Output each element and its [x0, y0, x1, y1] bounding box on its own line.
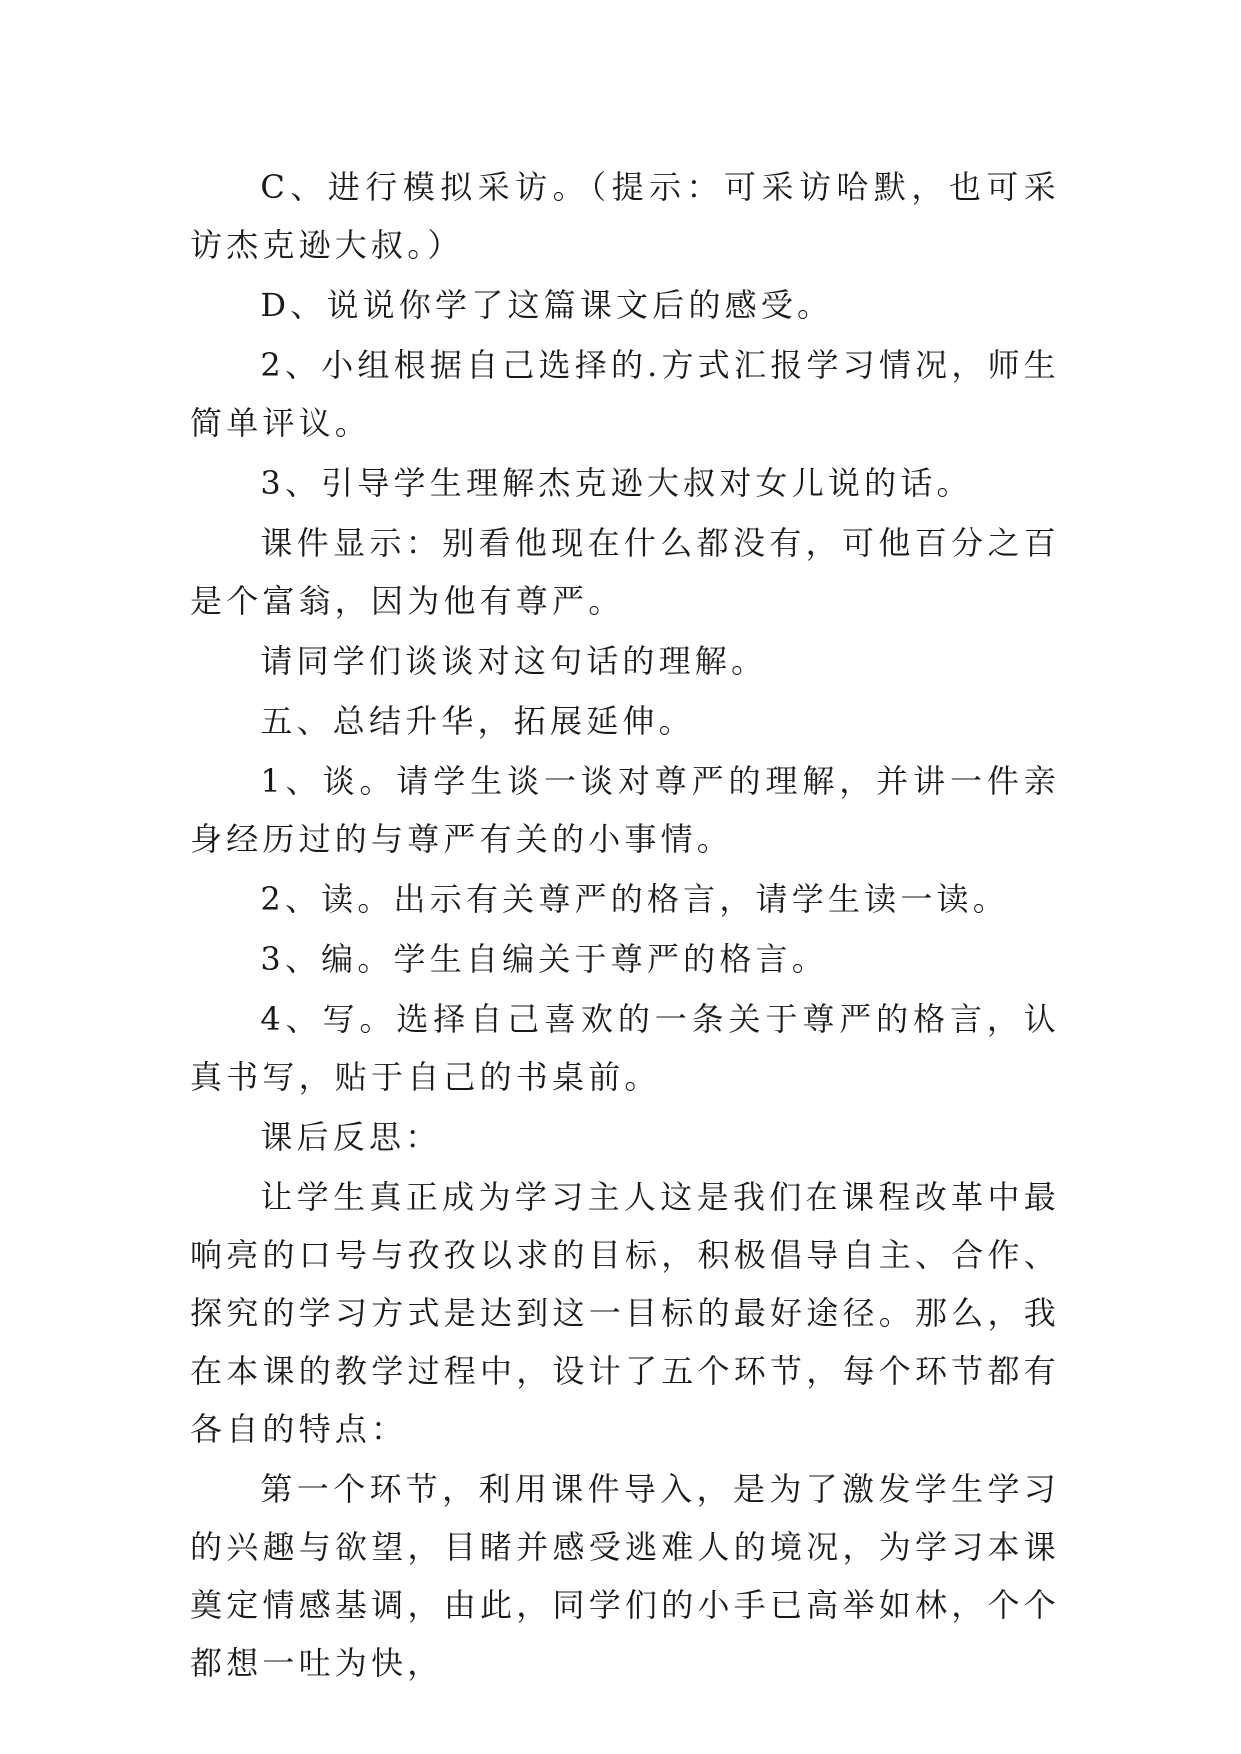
paragraph-interview: C、进行模拟采访。（提示：可采访哈默，也可采访杰克逊大叔。） [190, 168, 1060, 264]
paragraph-guide-understanding: 3、引导学生理解杰克逊大叔对女儿说的话。 [260, 464, 973, 502]
paragraph-section-heading: 五、总结升华，拓展延伸。 [260, 702, 695, 740]
paragraph-reflection-heading: 课后反思： [260, 1118, 442, 1156]
paragraph-talk: 1、谈。请学生谈一谈对尊严的理解，并讲一件亲身经历过的与尊严有关的小事情。 [190, 762, 1060, 858]
paragraph-group-report: 2、小组根据自己选择的.方式汇报学习情况，师生简单评议。 [190, 346, 1060, 442]
document-body [190, 158, 1060, 1694]
paragraph-compose: 3、编。学生自编关于尊严的格言。 [260, 940, 828, 978]
paragraph-read: 2、读。出示有关尊严的格言，请学生读一读。 [260, 880, 1009, 918]
paragraph-reflection-body: 让学生真正成为学习主人这是我们在课程改革中最响亮的口号与孜孜以求的目标，积极倡导自主、合作、探究的学习方式是达到这一目标的最好途径。那么，我在本课的教学过程中，设计了五个环节，每个环节都有各自的特点： [190, 1178, 1060, 1448]
paragraph-feelings: D、说说你学了这篇课文后的感受。 [260, 286, 834, 324]
paragraph-courseware-display: 课件显示：别看他现在什么都没有，可他百分之百是个富翁，因为他有尊严。 [190, 524, 1060, 620]
paragraph-write: 4、写。选择自己喜欢的一条关于尊严的格言，认真书写，贴于自己的书桌前。 [190, 1000, 1060, 1096]
paragraph-discussion-prompt: 请同学们谈谈对这句话的理解。 [260, 642, 768, 680]
paragraph-first-stage: 第一个环节，利用课件导入，是为了激发学生学习的兴趣与欲望，目睹并感受逃难人的境况，为学习本课奠定情感基调，由此，同学们的小手已高举如林，个个都想一吐为快， [190, 1470, 1060, 1682]
